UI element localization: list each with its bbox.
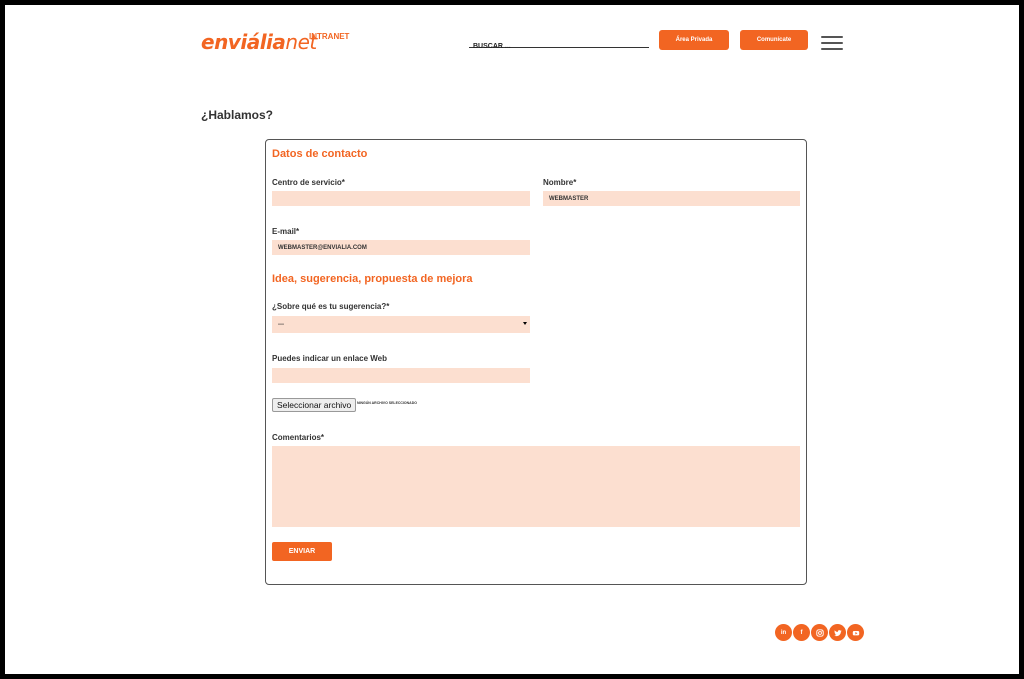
chevron-down-icon xyxy=(523,322,527,325)
search-box xyxy=(469,35,649,48)
email-label: E-mail* xyxy=(272,227,300,236)
section-title-idea: Idea, sugerencia, propuesta de mejora xyxy=(272,273,473,285)
envialia-logo[interactable] xyxy=(201,30,350,56)
sugerencia-select[interactable] xyxy=(272,316,530,333)
area-privada-button[interactable]: Área Privada xyxy=(659,30,729,50)
centro-label: Centro de servicio* xyxy=(272,178,345,187)
email-field[interactable]: WEBMASTER@ENVIALIA.COM xyxy=(272,240,530,255)
comunicate-button[interactable]: Comunícate xyxy=(740,30,808,50)
nombre-field[interactable]: WEBMASTER xyxy=(543,191,800,206)
social-links xyxy=(775,624,864,641)
instagram-icon[interactable] xyxy=(811,624,828,641)
sugerencia-selected: --- xyxy=(278,321,284,328)
logo-net-text: net xyxy=(285,30,317,54)
page-frame xyxy=(5,5,1019,674)
section-title-contact: Datos de contacto xyxy=(272,148,368,160)
logo-intranet-tag: INTRANET xyxy=(309,32,350,41)
comentarios-textarea[interactable] xyxy=(272,446,800,527)
file-select-button[interactable]: Seleccionar archivo xyxy=(272,398,356,412)
enlace-label: Puedes indicar un enlace Web xyxy=(272,354,387,363)
enviar-button[interactable]: ENVIAR xyxy=(272,542,332,561)
enlace-web-field[interactable] xyxy=(272,368,530,383)
sobre-label: ¿Sobre qué es tu sugerencia?* xyxy=(272,302,390,311)
file-status: NINGÚN ARCHIVO SELECCIONADO xyxy=(357,401,417,405)
contact-form xyxy=(265,139,807,585)
youtube-icon[interactable] xyxy=(847,624,864,641)
menu-icon[interactable] xyxy=(821,36,843,50)
logo-main-text: enviália xyxy=(201,30,286,54)
page-title: ¿Hablamos? xyxy=(201,108,274,122)
nombre-label: Nombre* xyxy=(543,178,577,187)
twitter-icon[interactable] xyxy=(829,624,846,641)
linkedin-icon[interactable]: in xyxy=(775,624,792,641)
search-input[interactable] xyxy=(469,43,653,50)
facebook-icon[interactable]: f xyxy=(793,624,810,641)
comentarios-label: Comentarios* xyxy=(272,433,325,442)
centro-servicio-field[interactable] xyxy=(272,191,530,206)
